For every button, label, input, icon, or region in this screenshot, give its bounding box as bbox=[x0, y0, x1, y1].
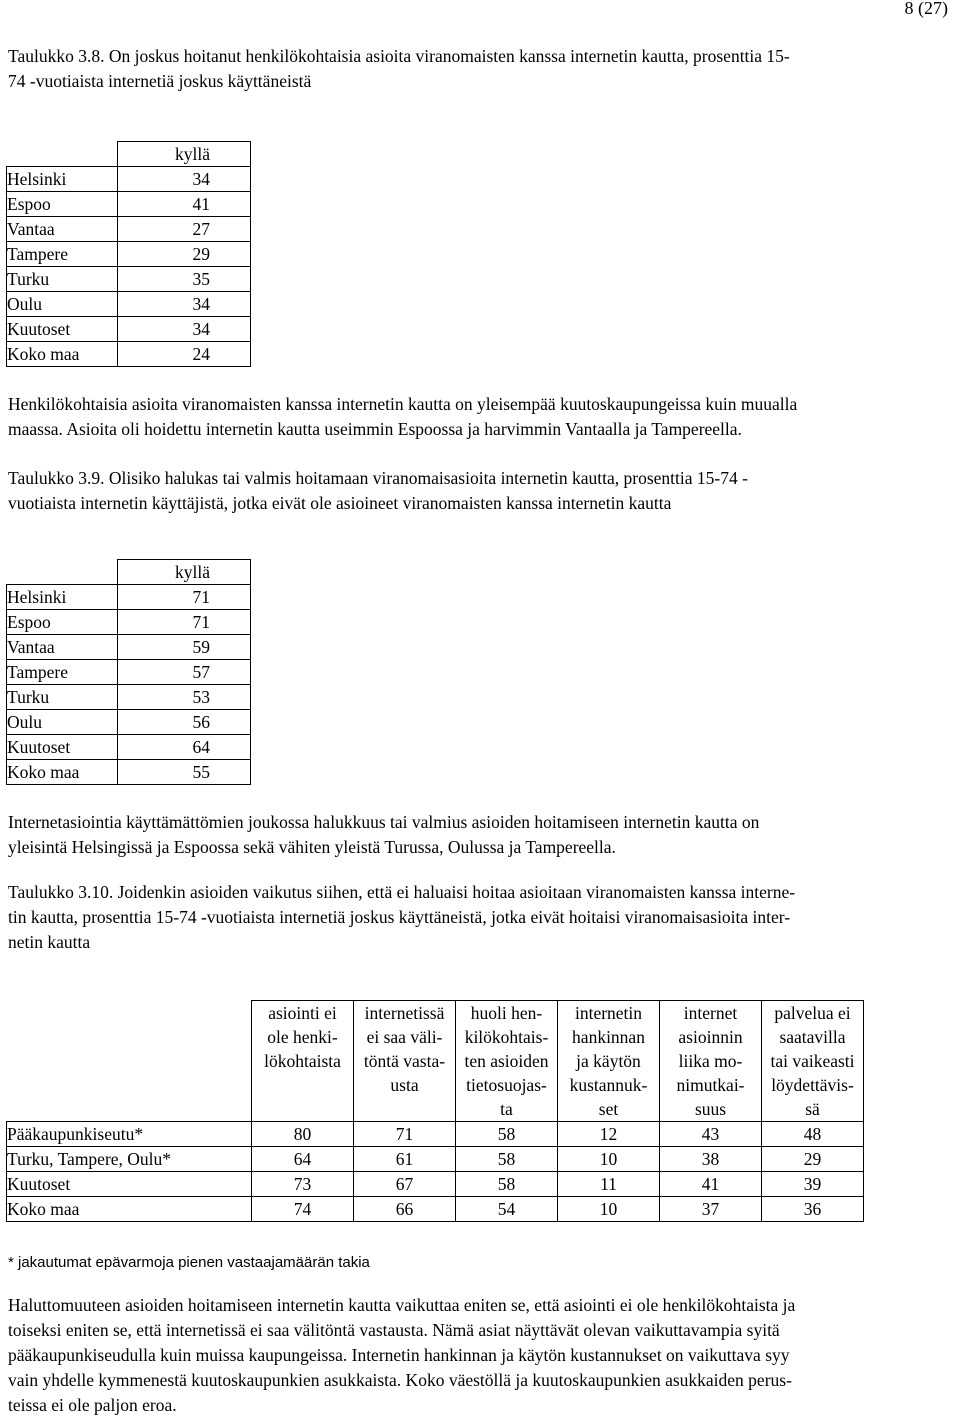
row-value: 34 bbox=[118, 317, 251, 342]
text-line: maassa. Asioita oli hoidettu internetin kautta useimmin Espoossa ja harvimmin Vantaalla ja Tampereella. bbox=[8, 419, 742, 439]
cell-value: 39 bbox=[762, 1172, 864, 1197]
cell-value: 43 bbox=[660, 1122, 762, 1147]
table-corner bbox=[7, 1001, 252, 1122]
header-line: liika mo- bbox=[678, 1051, 743, 1071]
cell-value: 66 bbox=[354, 1197, 456, 1222]
row-value: 34 bbox=[118, 292, 251, 317]
row-label: Kuutoset bbox=[7, 735, 118, 760]
cell-value: 29 bbox=[762, 1147, 864, 1172]
row-label: Espoo bbox=[7, 610, 118, 635]
table-3-9 bbox=[6, 559, 251, 785]
header-line: set bbox=[598, 1099, 619, 1119]
table-row bbox=[7, 1197, 864, 1222]
header-line: töntä vasta- bbox=[363, 1051, 446, 1071]
header-line: tietosuojas- bbox=[466, 1075, 547, 1095]
header-line: ten asioiden bbox=[464, 1051, 549, 1071]
row-value: 56 bbox=[118, 710, 251, 735]
row-value: 59 bbox=[118, 635, 251, 660]
header-line: suus bbox=[694, 1099, 727, 1119]
table-row bbox=[7, 585, 251, 610]
table-row bbox=[7, 685, 251, 710]
table-row bbox=[7, 1147, 864, 1172]
header-line: kilökohtais- bbox=[464, 1027, 549, 1047]
header-line: tai vaikeasti bbox=[770, 1051, 855, 1071]
row-value: 29 bbox=[118, 242, 251, 267]
header-line: ja käytön bbox=[576, 1051, 641, 1071]
table-corner bbox=[7, 560, 118, 585]
header-line: ei saa väli- bbox=[366, 1027, 443, 1047]
row-label: Vantaa bbox=[7, 217, 118, 242]
header-line: nimutkai- bbox=[676, 1075, 745, 1095]
header-line: asiointi ei bbox=[268, 1003, 337, 1023]
cell-value: 12 bbox=[558, 1122, 660, 1147]
row-value: 57 bbox=[118, 660, 251, 685]
table-corner bbox=[7, 142, 118, 167]
row-label: Turku, Tampere, Oulu* bbox=[7, 1147, 252, 1172]
row-value: 53 bbox=[118, 685, 251, 710]
table-3-9-caption bbox=[8, 466, 958, 516]
row-label: Kuutoset bbox=[7, 317, 118, 342]
page-number: 8 (27) bbox=[904, 0, 948, 18]
table-row bbox=[7, 710, 251, 735]
footnote: * jakautumat epävarmoja pienen vastaajamäärän takia bbox=[8, 1254, 370, 1271]
row-label: Turku bbox=[7, 267, 118, 292]
row-label: Turku bbox=[7, 685, 118, 710]
cell-value: 73 bbox=[252, 1172, 354, 1197]
cell-value: 54 bbox=[456, 1197, 558, 1222]
header-line: saatavilla bbox=[779, 1027, 846, 1047]
caption-line: Taulukko 3.10. Joidenkin asioiden vaikutus siihen, että ei haluaisi hoitaa asioitaan viranomaisten kanssa interne- bbox=[8, 882, 796, 902]
row-label: Helsinki bbox=[7, 167, 118, 192]
text-line: Henkilökohtaisia asioita viranomaisten kanssa internetin kautta on yleisempää kuutoskaupungeissa kuin muualla bbox=[8, 394, 798, 414]
header-line: palvelua ei bbox=[774, 1003, 851, 1023]
caption-line: vuotiaista internetin käyttäjistä, jotka eivät ole asioineet viranomaisten kanssa internetin kautta bbox=[8, 493, 672, 513]
row-label: Oulu bbox=[7, 292, 118, 317]
cell-value: 41 bbox=[660, 1172, 762, 1197]
cell-value: 37 bbox=[660, 1197, 762, 1222]
column-header bbox=[354, 1001, 456, 1122]
column-header bbox=[456, 1001, 558, 1122]
row-label: Kuutoset bbox=[7, 1172, 252, 1197]
header-line: internetissä bbox=[364, 1003, 445, 1023]
cell-value: 67 bbox=[354, 1172, 456, 1197]
table-3-8 bbox=[6, 141, 251, 367]
cell-value: 58 bbox=[456, 1147, 558, 1172]
caption-line: tin kautta, prosenttia 15-74 -vuotiaista internetiä joskus käyttäneistä, jotka eivät hoitaisi viranomaisasioita inter- bbox=[8, 907, 791, 927]
table-row bbox=[7, 242, 251, 267]
header-line: asioinnin bbox=[678, 1027, 743, 1047]
cell-value: 58 bbox=[456, 1122, 558, 1147]
text-line: Internetasiointia käyttämättömien joukossa halukkuus tai valmius asioiden hoitamiseen internetin kautta on bbox=[8, 812, 760, 832]
row-value: 35 bbox=[118, 267, 251, 292]
header-line: internetin bbox=[574, 1003, 643, 1023]
row-value: 27 bbox=[118, 217, 251, 242]
header-line: lökohtaista bbox=[264, 1051, 341, 1071]
row-value: 71 bbox=[118, 610, 251, 635]
cell-value: 64 bbox=[252, 1147, 354, 1172]
cell-value: 48 bbox=[762, 1122, 864, 1147]
text-line: yleisintä Helsingissä ja Espoossa sekä vähiten yleistä Turussa, Oulussa ja Tampereella. bbox=[8, 837, 616, 857]
text-line: Haluttomuuteen asioiden hoitamiseen internetin kautta vaikuttaa eniten se, että asiointi ei ole henkilökohtaista ja bbox=[8, 1295, 796, 1315]
paragraph bbox=[8, 810, 958, 860]
table-row bbox=[7, 610, 251, 635]
table-row bbox=[7, 660, 251, 685]
row-label: Helsinki bbox=[7, 585, 118, 610]
column-header bbox=[558, 1001, 660, 1122]
header-line: ole henki- bbox=[267, 1027, 338, 1047]
row-label: Tampere bbox=[7, 660, 118, 685]
row-label: Pääkaupunkiseutu* bbox=[7, 1122, 252, 1147]
header-line: kustannuk- bbox=[569, 1075, 648, 1095]
paragraph bbox=[8, 392, 958, 442]
row-label: Oulu bbox=[7, 710, 118, 735]
table-row bbox=[7, 292, 251, 317]
column-header: kyllä bbox=[118, 142, 251, 167]
column-header bbox=[762, 1001, 864, 1122]
row-value: 34 bbox=[118, 167, 251, 192]
paragraph bbox=[8, 1293, 958, 1418]
row-label: Tampere bbox=[7, 242, 118, 267]
row-value: 24 bbox=[118, 342, 251, 367]
table-row bbox=[7, 217, 251, 242]
row-value: 55 bbox=[118, 760, 251, 785]
table-row bbox=[7, 1172, 864, 1197]
table-row bbox=[7, 167, 251, 192]
column-header: kyllä bbox=[118, 560, 251, 585]
header-line: internet bbox=[683, 1003, 738, 1023]
caption-line: 74 -vuotiaista internetiä joskus käyttäneistä bbox=[8, 71, 312, 91]
cell-value: 61 bbox=[354, 1147, 456, 1172]
row-label: Vantaa bbox=[7, 635, 118, 660]
text-line: vain yhdelle kymmenestä kuutoskaupunkien asukkaista. Koko väestöllä ja kuutoskaupunkien asukkaiden perus- bbox=[8, 1370, 792, 1390]
table-header-row bbox=[7, 1001, 864, 1122]
row-label: Koko maa bbox=[7, 760, 118, 785]
column-header bbox=[252, 1001, 354, 1122]
cell-value: 71 bbox=[354, 1122, 456, 1147]
table-row bbox=[7, 342, 251, 367]
row-value: 64 bbox=[118, 735, 251, 760]
text-line: teissa ei ole paljon eroa. bbox=[8, 1395, 177, 1415]
table-row bbox=[7, 735, 251, 760]
header-line: usta bbox=[390, 1075, 419, 1095]
table-row bbox=[7, 317, 251, 342]
table-row bbox=[7, 267, 251, 292]
caption-line: netin kautta bbox=[8, 932, 91, 952]
cell-value: 11 bbox=[558, 1172, 660, 1197]
header-line: ta bbox=[500, 1099, 513, 1119]
table-3-8-caption bbox=[8, 44, 958, 94]
table-3-10 bbox=[6, 1000, 864, 1222]
header-line: sä bbox=[805, 1099, 820, 1119]
cell-value: 74 bbox=[252, 1197, 354, 1222]
table-row bbox=[7, 192, 251, 217]
cell-value: 58 bbox=[456, 1172, 558, 1197]
table-row bbox=[7, 1122, 864, 1147]
text-line: toiseksi eniten se, että internetissä ei saa välitöntä vastausta. Nämä asiat näyttävät olevan vaikuttavampia syitä bbox=[8, 1320, 780, 1340]
row-value: 71 bbox=[118, 585, 251, 610]
caption-line: Taulukko 3.9. Olisiko halukas tai valmis hoitamaan viranomaisasioita internetin kautta, prosenttia 15-74 - bbox=[8, 468, 748, 488]
header-line: huoli hen- bbox=[470, 1003, 543, 1023]
cell-value: 36 bbox=[762, 1197, 864, 1222]
text-line: pääkaupunkiseudulla kuin muissa kaupungeissa. Internetin hankinnan ja käytön kustannukset on vaikuttava syy bbox=[8, 1345, 790, 1365]
row-label: Espoo bbox=[7, 192, 118, 217]
column-header bbox=[660, 1001, 762, 1122]
caption-line: Taulukko 3.8. On joskus hoitanut henkilökohtaisia asioita viranomaisten kanssa internetin kautta, prosenttia 15- bbox=[8, 46, 790, 66]
cell-value: 80 bbox=[252, 1122, 354, 1147]
cell-value: 10 bbox=[558, 1147, 660, 1172]
table-row bbox=[7, 760, 251, 785]
row-label: Koko maa bbox=[7, 1197, 252, 1222]
cell-value: 38 bbox=[660, 1147, 762, 1172]
row-value: 41 bbox=[118, 192, 251, 217]
header-line: löydettävis- bbox=[771, 1075, 854, 1095]
table-row bbox=[7, 635, 251, 660]
table-3-10-caption bbox=[8, 880, 958, 955]
cell-value: 10 bbox=[558, 1197, 660, 1222]
header-line: hankinnan bbox=[572, 1027, 645, 1047]
row-label: Koko maa bbox=[7, 342, 118, 367]
